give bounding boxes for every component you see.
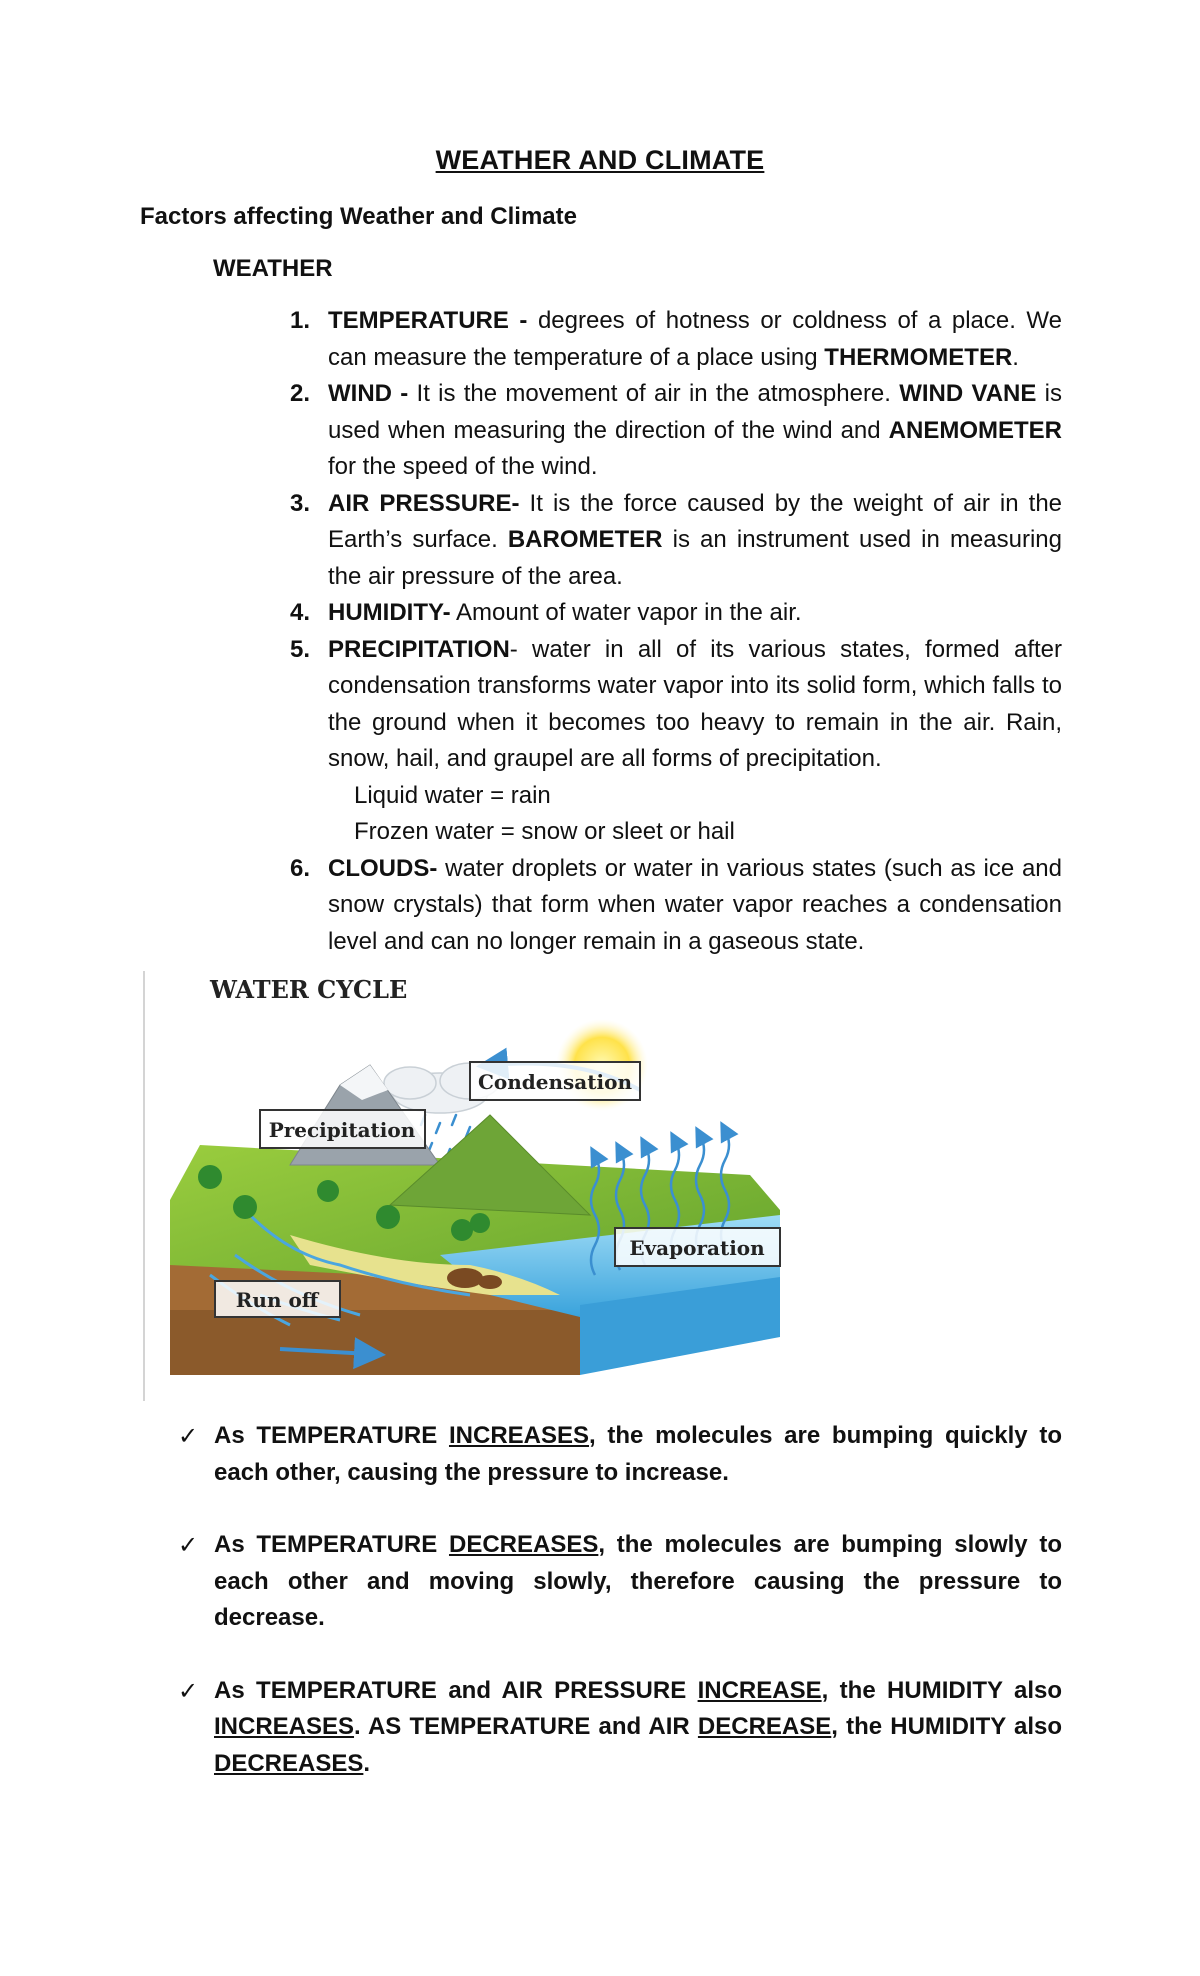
- note-emphasis: DECREASES: [214, 1749, 364, 1777]
- note-emphasis: INCREASES: [214, 1713, 355, 1740]
- water-cycle-figure: [140, 965, 800, 1400]
- checkmark-icon: ✓: [178, 1531, 199, 1559]
- list-item-clouds: [290, 851, 1062, 961]
- subtitle: Factors affecting Weather and Climate: [140, 203, 577, 230]
- label-condensation-text: Condensation: [478, 1070, 632, 1094]
- note-text: As TEMPERATURE and AIR PRESSURE: [214, 1676, 698, 1704]
- list-number: 2.: [290, 380, 311, 407]
- note-text: , the HUMIDITY also: [831, 1713, 1062, 1740]
- definition: degrees of hotness or coldness of a place. We can measure the temperature of a place using: [328, 307, 1062, 371]
- example-liquid: Liquid water = rain: [354, 781, 551, 809]
- list-number: 3.: [290, 489, 311, 517]
- note-temperature-increases: [178, 1418, 1062, 1491]
- note-text: . AS TEMPERATURE and AIR: [354, 1713, 698, 1740]
- list-number: 5.: [290, 635, 311, 663]
- instrument: BAROMETER: [507, 526, 663, 553]
- label-evaporation-text: Evaporation: [629, 1236, 765, 1260]
- list-number: 4.: [290, 599, 311, 626]
- weather-factors-list: [290, 303, 1062, 960]
- list-number: 1.: [290, 307, 311, 334]
- note-text: .: [363, 1749, 371, 1777]
- instrument: ANEMOMETER: [888, 416, 1062, 444]
- definition: Amount of water vapor in the air.: [450, 599, 802, 626]
- note-text: As TEMPERATURE: [214, 1422, 449, 1449]
- note-text: , the molecules are bumping quickly to each other, causing the pressure to increase.: [214, 1422, 1062, 1486]
- note-emphasis: DECREASES: [448, 1531, 599, 1558]
- list-item-air-pressure: [290, 486, 1062, 596]
- definition-middle: is used when measuring the direction of the wind and: [328, 380, 1063, 444]
- label-precipitation-text: Precipitation: [268, 1118, 416, 1142]
- term: WIND -: [328, 380, 409, 407]
- definition-end: is an instrument used in measuring the air pressure of the area.: [328, 526, 1062, 590]
- note-emphasis: INCREASE: [697, 1676, 822, 1704]
- list-item-wind: [290, 376, 1062, 486]
- note-humidity: [178, 1673, 1062, 1783]
- note-text: , the molecules are bumping slowly to each other and moving slowly, therefore causing the pressure to decrease.: [214, 1531, 1062, 1631]
- definition: It is the movement of air in the atmosphere.: [408, 380, 900, 407]
- section-heading-weather: WEATHER: [213, 255, 333, 282]
- note-text: , the HUMIDITY also: [821, 1676, 1062, 1704]
- notes-list: [178, 1418, 1062, 1818]
- note-temperature-decreases: [178, 1527, 1062, 1637]
- definition-end: for the speed of the wind.: [328, 453, 598, 480]
- label-condensation: [470, 1062, 640, 1100]
- label-precipitation: [260, 1110, 425, 1148]
- term: HUMIDITY-: [328, 599, 451, 626]
- note-text: As TEMPERATURE: [214, 1531, 449, 1558]
- term: AIR PRESSURE-: [328, 489, 520, 517]
- term: CLOUDS-: [328, 854, 438, 882]
- list-item-precipitation: [290, 632, 1062, 851]
- definition: - water in all of its various states, formed after condensation transforms water vapor into its solid form, which falls to the ground when it becomes too heavy to remain in the air. Rain, snow, hail, and graupel are all forms of precipitation.: [328, 635, 1062, 772]
- page-title: WEATHER AND CLIMATE: [435, 145, 765, 175]
- term: TEMPERATURE -: [328, 307, 528, 334]
- definition: water droplets or water in various states (such as ice and snow crystals) that form when water vapor reaches a condensation level and can no longer remain in a gaseous state.: [328, 854, 1062, 955]
- list-item-temperature: [290, 303, 1062, 376]
- definition-end: .: [1012, 343, 1019, 371]
- note-emphasis: DECREASE: [697, 1713, 832, 1740]
- note-emphasis: INCREASES: [448, 1422, 590, 1449]
- example-frozen: Frozen water = snow or sleet or hail: [354, 818, 735, 845]
- label-evaporation: [615, 1228, 780, 1266]
- label-runoff-text: Run off: [235, 1288, 319, 1312]
- list-item-humidity: [290, 595, 1062, 632]
- water-cycle-illustration: [140, 965, 800, 1400]
- instrument: WIND VANE: [899, 380, 1037, 407]
- definition: It is the force caused by the weight of air in the Earth’s surface.: [328, 489, 1063, 553]
- label-runoff: [215, 1281, 340, 1317]
- instrument: THERMOMETER: [824, 343, 1013, 371]
- term: PRECIPITATION: [328, 635, 510, 663]
- checkmark-icon: ✓: [178, 1422, 199, 1450]
- figure-title: WATER CYCLE: [210, 975, 408, 1004]
- checkmark-icon: ✓: [178, 1676, 199, 1705]
- list-number: 6.: [290, 854, 311, 882]
